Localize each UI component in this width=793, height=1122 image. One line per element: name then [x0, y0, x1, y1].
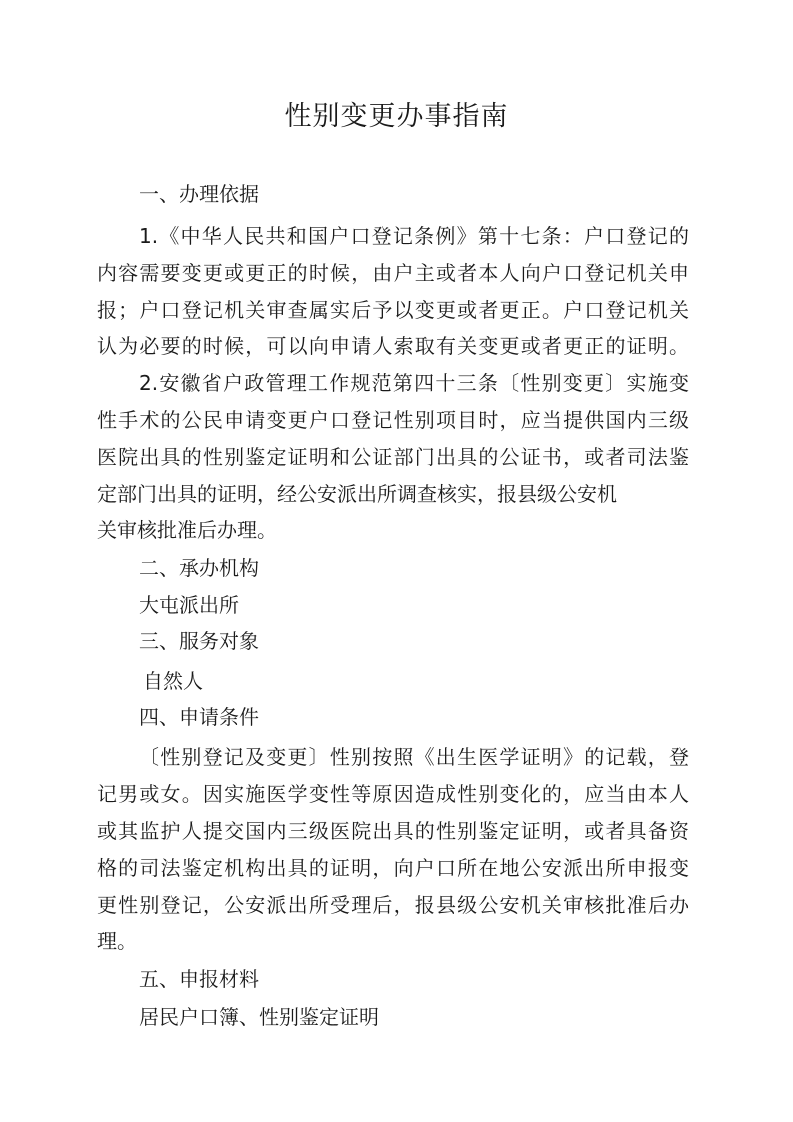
basis-2-line-5: 关审核批准后办理。	[97, 518, 277, 542]
conditions-line-5: 更性别登记，公安派出所受理后，报县级公安机关审核批准后办	[97, 893, 689, 917]
basis-2-line-1: 2.安徽省户政管理工作规范第四十三条〔性别变更〕实施变	[139, 371, 689, 395]
basis-1-line-4: 认为必要的时候，可以向申请人索取有关变更或者更正的证明。	[97, 334, 689, 358]
basis-2-line-3: 医院出具的性别鉴定证明和公证部门出具的公证书，或者司法鉴	[97, 445, 689, 469]
section-heading-conditions: 四、申请条件	[139, 705, 259, 729]
target-value: 自然人	[143, 669, 203, 693]
conditions-line-1: 〔性别登记及变更〕性别按照《出生医学证明》的记载，登	[139, 745, 689, 769]
section-heading-materials: 五、申报材料	[139, 967, 259, 991]
conditions-line-6: 理。	[97, 929, 137, 953]
section-heading-basis: 一、办理依据	[139, 182, 259, 206]
basis-2-line-4: 定部门出具的证明，经公安派出所调查核实，报县级公安机	[97, 482, 617, 506]
conditions-line-4: 格的司法鉴定机构出具的证明，向户口所在地公安派出所申报变	[97, 856, 689, 880]
document-title: 性别变更办事指南	[284, 101, 509, 132]
conditions-line-3: 或其监护人提交国内三级医院出具的性别鉴定证明，或者具备资	[97, 819, 689, 843]
section-heading-target: 三、服务对象	[139, 629, 259, 653]
basis-1-line-1: 1.《中华人民共和国户口登记条例》第十七条：户口登记的	[139, 224, 689, 248]
materials-value: 居民户口簿、性别鉴定证明	[139, 1005, 379, 1029]
basis-1-line-2: 内容需要变更或更正的时候，由户主或者本人向户口登记机关申	[97, 261, 689, 285]
conditions-line-2: 记男或女。因实施医学变性等原因造成性别变化的，应当由本人	[97, 782, 689, 806]
section-heading-org: 二、承办机构	[139, 556, 259, 580]
org-value: 大屯派出所	[139, 593, 239, 617]
basis-1-line-3: 报；户口登记机关审查属实后予以变更或者更正。户口登记机关	[97, 298, 689, 322]
basis-2-line-2: 性手术的公民申请变更户口登记性别项目时，应当提供国内三级	[97, 408, 689, 432]
